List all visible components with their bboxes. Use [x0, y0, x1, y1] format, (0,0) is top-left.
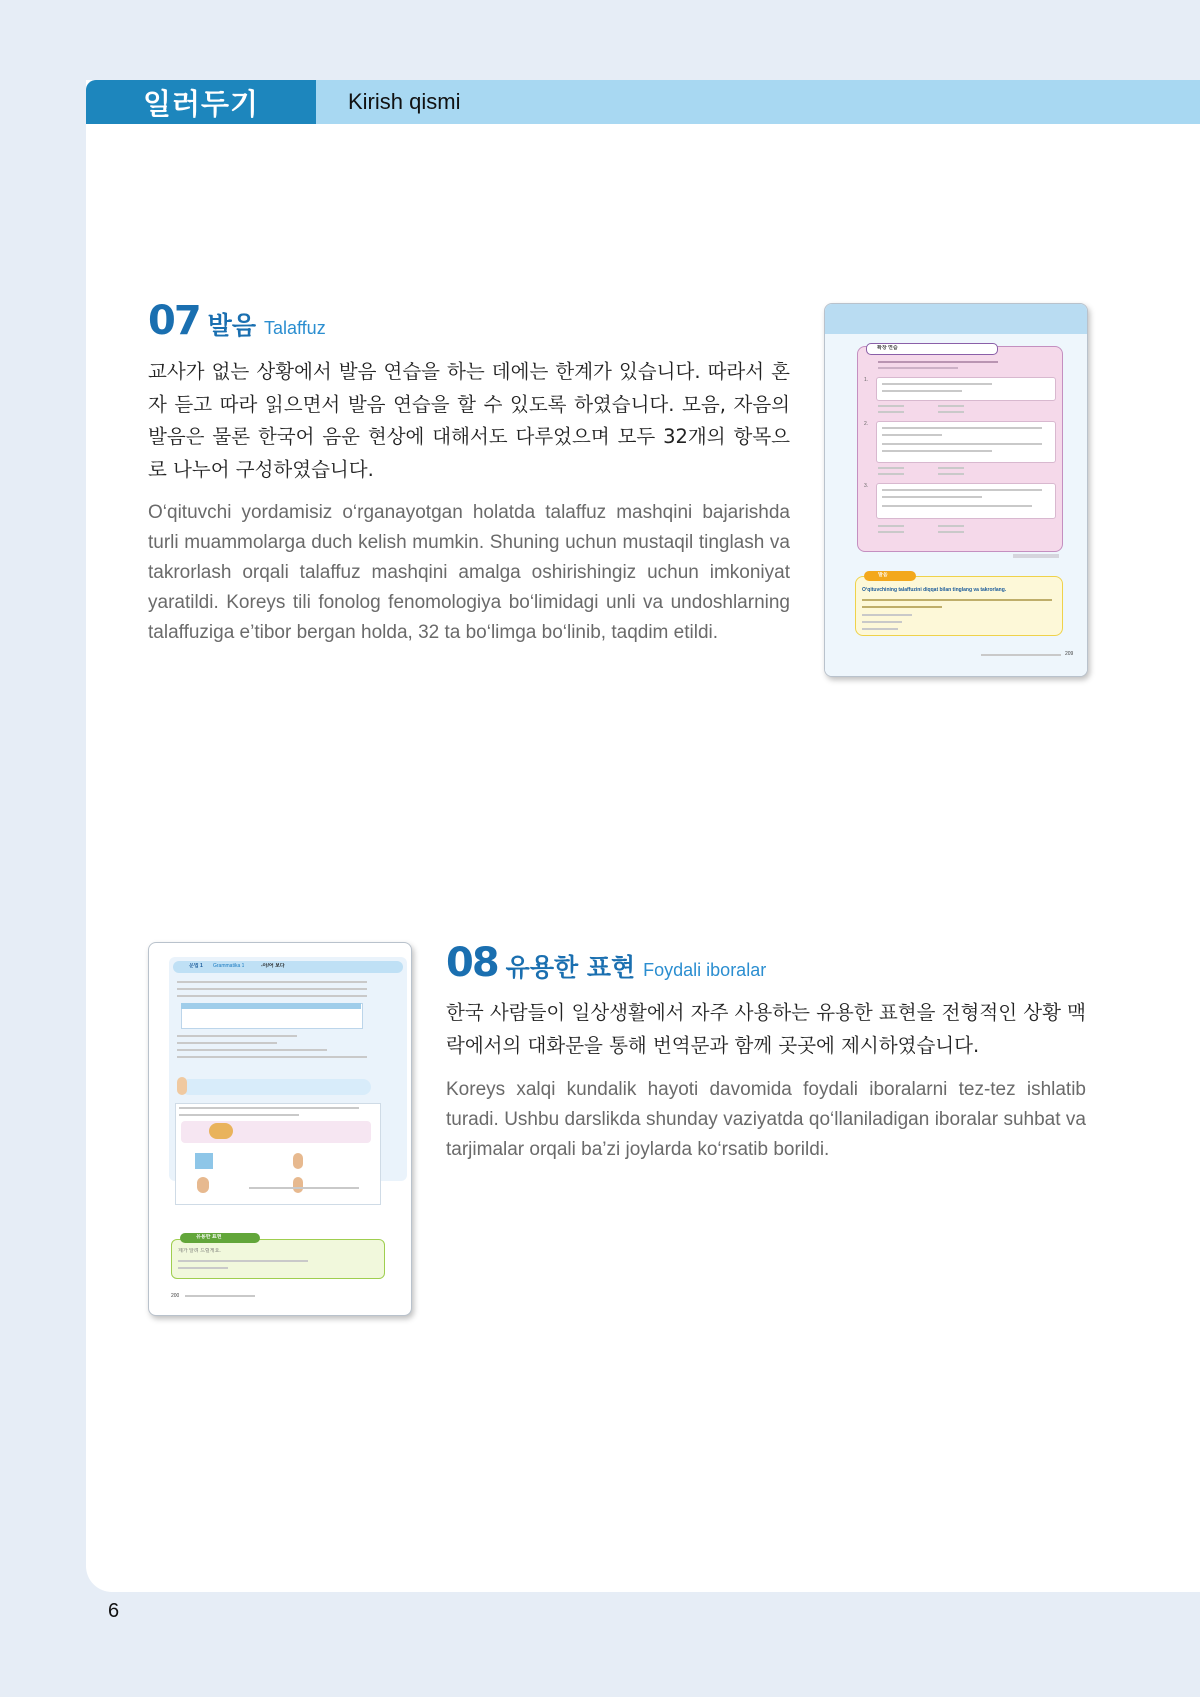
page-number: 6	[108, 1600, 120, 1622]
section-08-title-uz: Foydali iboralar	[643, 960, 767, 980]
section-08-title-ko: 유용한 표현	[505, 953, 636, 982]
grammar-badge: 문법 1 Grammatika 1 -아/어 보다	[173, 961, 403, 973]
section-08-number: 08	[446, 940, 498, 986]
section-07-heading	[148, 298, 326, 344]
thumb-top-band	[825, 304, 1087, 334]
header-subtitle: Kirish qismi	[348, 89, 461, 114]
useful-tab: 유용한 표현	[180, 1233, 260, 1243]
section-07-number: 07	[148, 298, 200, 344]
pronunciation-page-thumbnail: 확장 연습 1. 2. 3. 발음 O‘qituvchining talaffuzini diqqat bilan tinglang va takrorlang. 209	[824, 303, 1088, 677]
header-bar	[86, 80, 1200, 124]
section-07-body-ko: 교사가 없는 상황에서 발음 연습을 하는 데에는 한계가 있습니다. 따라서 혼자 듣고 따라 읽으면서 발음 연습을 할 수 있도록 하였습니다. 모음, 자음의 발음은 물론 한국어 음운 현상에 대해서도 다루었으며 모두 32개의 항목으로 나누어 구성하였습니다.	[148, 360, 790, 481]
grammar-page-thumbnail: 문법 1 Grammatika 1 -아/어 보다 유용한 표현 제가 알려 드릴게요. 200	[148, 942, 412, 1316]
pron-tab: 발음	[864, 571, 916, 581]
pronunciation-tip-panel: 발음 O‘qituvchining talaffuzini diqqat bilan tinglang va takrorlang.	[855, 576, 1063, 636]
section-08-heading	[446, 940, 766, 986]
header-tab: 일러두기	[86, 80, 316, 124]
section-08-body-uz: Koreys xalqi kundalik hayoti davomida foydali iboralarni tez-tez ishlatib turadi. Ushbu darslikda shunday vaziyatda qo‘llaniladigan iboralar suhbat va tarjimalar orqali ba’zi joylarda ko‘rsatib borildi.	[446, 1079, 1086, 1160]
useful-expression-panel: 유용한 표현 제가 알려 드릴게요.	[171, 1239, 385, 1279]
section-07-title-uz: Talaffuz	[263, 318, 326, 338]
grammar-panel	[169, 957, 407, 1181]
practice-panel: 확장 연습 1. 2. 3.	[857, 346, 1063, 552]
section-08-body-ko: 한국 사람들이 일상생활에서 자주 사용하는 유용한 표현을 전형적인 상황 맥락에서의 대화문을 통해 번역문과 함께 곳곳에 제시하였습니다.	[446, 1001, 1086, 1057]
section-07-title-ko: 발음	[207, 311, 256, 340]
section-07-body-uz: O‘qituvchi yordamisiz o‘rganayotgan holatda talaffuz mashqini bajarishda turli muammolarga duch kelish mumkin. Shuning uchun mustaqil tinglash va takrorlash orqali talaffuz mashqini amalga oshirishingiz uchun imkoniyat yaratildi. Koreys tili fonolog fenomologiya bo‘limidagi unli va undoshlarning talaffuziga e’tibor bergan holda, 32 ta bo‘limga bo‘linib, taqdim etildi.	[148, 502, 790, 643]
practice-badge: 확장 연습	[866, 343, 998, 355]
